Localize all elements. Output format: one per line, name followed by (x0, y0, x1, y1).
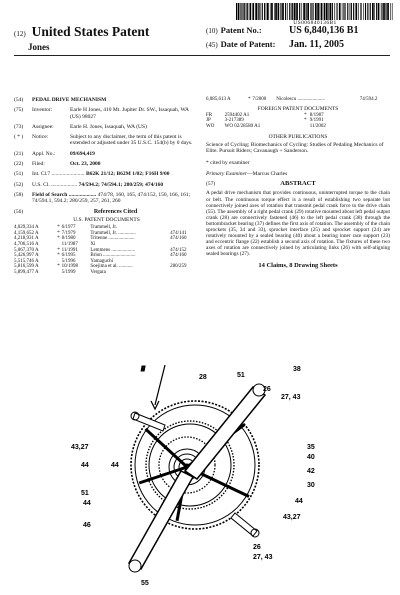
us-reference-row: 4,706,516 A 11/1987 Xi (14, 241, 96, 247)
us-reference-row: 5,426,997 A * 6/1995 Brion .......................... 474/160 (14, 253, 187, 259)
patent-number: US 6,840,136 B1 (289, 25, 359, 36)
patent-date: Jan. 11, 2005 (289, 39, 345, 50)
code-45: (45) (206, 41, 218, 49)
right-column (206, 97, 390, 270)
drawing-label: 44 (83, 500, 91, 507)
us-reference-row: 4,218,931 A * 8/1980 Tritenne ..................... 474/160 (14, 236, 187, 242)
drawing-label: 26 (263, 386, 271, 393)
primary-examiner: Primary Examiner—Marcus Charles (206, 170, 288, 177)
barcode-number: US006840136B1 (293, 20, 337, 26)
inventor-field: (75) Inventor: Earle H Jones, 410 Mt. Jupiter Dr. SW., Issaquah, WA (US) 98027 (14, 107, 189, 120)
left-column (14, 97, 199, 276)
pedal-mechanism-figure (55, 365, 355, 590)
drawing-label: 38 (293, 366, 301, 373)
drawing-label: 43,27 (71, 444, 89, 451)
field-of-search: (58) Field of Search .................... 474/78, 160, 165, 474/152, 150, 166, 161; 74/594.1, 594.2; 280/259, 257, 261, 260 (14, 191, 191, 205)
patent-header-right (206, 25, 359, 51)
drawing-label: 51 (237, 372, 245, 379)
reference-row: 6,085,613 A * 7/2000 Nicolescu ...................... 74/594.2 (206, 97, 378, 102)
us-references-table (14, 225, 199, 275)
date-label: Date of Patent: (220, 39, 276, 49)
drawing-label: 27, 43 (281, 394, 301, 401)
us-reference-row: 4,159,652 A * 7/1979 Trammell, Jr. .............. 474/141 (14, 230, 187, 236)
drawing-label: 43,27 (283, 514, 301, 521)
notice-field: ( * ) Notice: Subject to any disclaimer, the term of this patent is extended or adjusted under 35 U.S.C. 154(b) by 0 days. (14, 134, 193, 147)
code-12: (12) (14, 30, 26, 38)
patent-no-label: Patent No.: (220, 25, 262, 35)
patent-header-left (14, 23, 149, 52)
drawing-label: 26 (253, 544, 261, 551)
drawing-label: 28 (199, 374, 207, 381)
drawing-label: 44 (295, 498, 303, 505)
upper-crank-arm (185, 387, 265, 479)
foreign-references-table (206, 113, 346, 130)
assignee-field: (73) Assignee: Earle H. Jones, Issaquah, WA (US) (14, 123, 147, 130)
cited-by-examiner: * cited by examiner (206, 159, 250, 166)
us-cl-field: (52) U.S. Cl. ................... 74/594.2; 74/594.1; 280/259; 474/160 (14, 181, 164, 188)
drawing-label: 27, 43 (253, 554, 273, 561)
abstract-heading: (57) ABSTRACT (206, 180, 316, 188)
section-label: II (141, 366, 145, 373)
foreign-docs-title: FOREIGN PATENT DOCUMENTS (257, 105, 339, 112)
filed-field: (22) Filed: Oct. 23, 2000 (14, 161, 101, 168)
invention-title: PEDAL DRIVE MECHANISM (32, 97, 107, 103)
drawing-label: 46 (83, 522, 91, 529)
pedal-spindle-bottom (129, 560, 141, 572)
link-lower-right (231, 513, 257, 536)
drawing-label: 44 (111, 462, 119, 469)
continued-reference (206, 97, 390, 103)
drawing-label: 44 (81, 462, 89, 469)
barcode (236, 3, 394, 20)
section-arrow (155, 365, 165, 405)
spider-arm (146, 429, 188, 467)
drawing-label: 30 (307, 482, 315, 489)
drawing-label: 42 (307, 468, 315, 475)
us-reference-row: 5,899,477 A 5/1999 Vergara (14, 269, 106, 275)
us-reference-row: 5,067,370 A * 11/1991 Lemmens ................... 474/152 (14, 247, 187, 253)
us-reference-row: 4,029,334 A * 6/1977 Trammell, Jr. (14, 225, 118, 231)
patent-drawing (55, 365, 355, 590)
us-docs-title: U.S. PATENT DOCUMENTS (73, 216, 140, 223)
appl-no-field: (21) Appl. No.: 09/694,419 (14, 150, 95, 157)
foreign-reference-row: FR 2594402 A1 * 8/1987 (206, 112, 324, 118)
drawing-label: 35 (307, 444, 315, 451)
inventor-short: Jones (28, 42, 50, 52)
other-pubs-title: OTHER PUBLICATIONS (268, 133, 328, 140)
title-field: (54) PEDAL DRIVE MECHANISM (14, 97, 199, 103)
header-rule (14, 55, 390, 56)
foreign-reference-row: JP 3-217389 * 9/1991 (206, 118, 324, 124)
us-reference-row: 5,515,746 A 5/1996 Yamaguchi (14, 258, 113, 264)
drawing-label: 55 (141, 580, 149, 587)
foreign-reference-row: WO WO 02/28580 A1 11/2002 (206, 124, 326, 130)
code-10: (10) (206, 27, 218, 35)
claims-count: 14 Claims, 8 Drawing Sheets (258, 262, 338, 270)
abstract-text: A pedal drive mechanism that provides continuous, uninterrupted torque to the chain or belt. The continuous torque effect is a result of establishing two separate but connectively joined axes of rotation that transmit pedal crank force to the drive chain (55). The assembly of a right pedal crank (29) rotative mounted about left pedal output crank (28) are connectively fastened (46) to the left pedal crank (38) through the bottombracket bearing (37) defines the first axis of rotation. The assembly of the chain sprockets (35, 34 and 33), sprocket interface (25) and sprocket support (24) are rotatively mounted by a sealed bearing (40) about a bearing inner race support (23) and eccentric flange (22) establish a second axis of rotation. The fixtures of these two axes of rotation are connectively joined by articulating links (26) with self-aligning sealed bearings (27). (206, 190, 390, 258)
drawing-label: 51 (81, 490, 89, 497)
references-heading: (56) References Cited (14, 208, 138, 215)
int-cl-field: (51) Int. Cl.7 ........................ B62K 21/12; B62M 1/02; F16H 9/00 (14, 171, 170, 178)
patent-title: United States Patent (31, 24, 150, 39)
other-publications: Science of Cycling; Biomechanics of Cycling: Studies of Pedaling Mechanics of Elite. Pursuit Riders; Cavanaugh + Sanderson. (206, 141, 384, 155)
drawing-label: 40 (307, 454, 315, 461)
us-reference-row: 5,816,599 A * 10/1998 Soejima et al. ........... 280/259 (14, 264, 187, 270)
